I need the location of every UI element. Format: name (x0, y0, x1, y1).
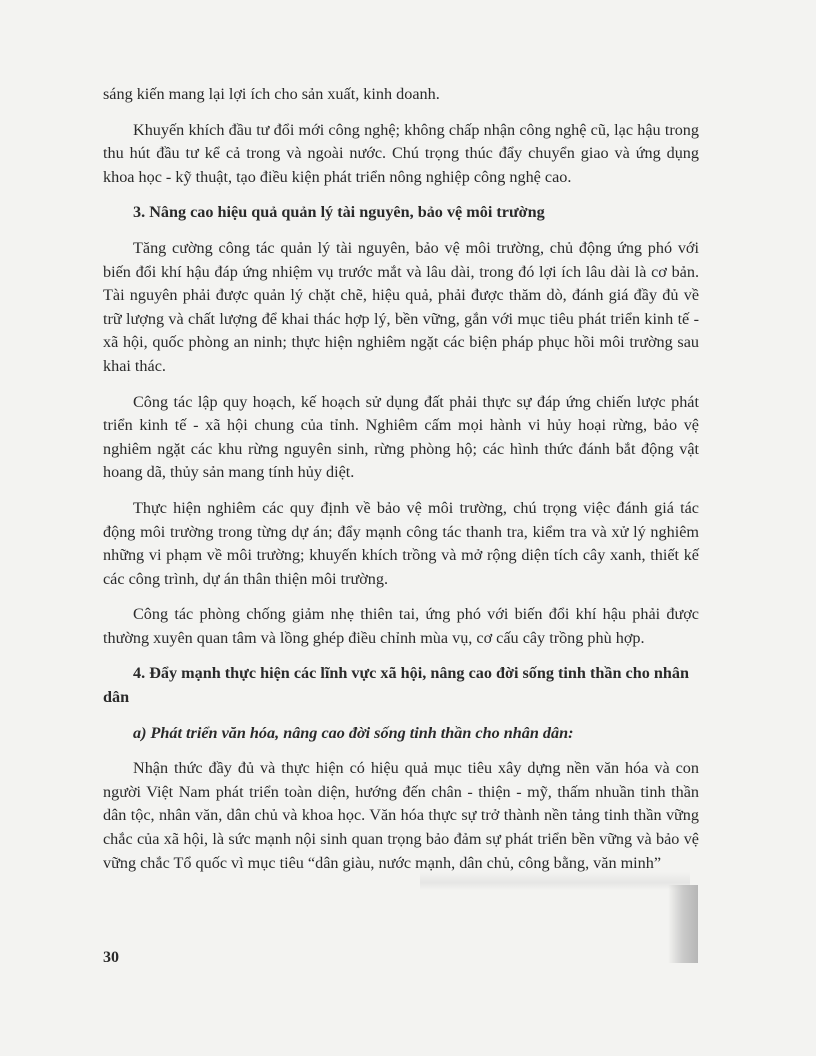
scan-shadow-edge (668, 885, 698, 963)
paragraph-continuation: sáng kiến mang lại lợi ích cho sản xuất, kinh doanh. (103, 85, 440, 103)
paragraph-culture-development: Nhận thức đầy đủ và thực hiện có hiệu quả mục tiêu xây dựng nền văn hóa và con người Việt Nam phát triển toàn diện, hướng đến chân - thiện - mỹ, thấm nhuần tinh thần dân tộc, nhân văn, dân chủ và khoa học. Văn hóa thực sự trở thành nền tảng tinh thần vững chắc của xã hội, là sức mạnh nội sinh quan trọng bảo đảm sự phát triển bền vững và bảo vệ vững chắc Tổ quốc vì mục tiêu “dân giàu, nước mạnh, dân chủ, công bằng, văn minh” (103, 759, 699, 872)
paragraph-environment-protection: Thực hiện nghiêm các quy định về bảo vệ môi trường, chú trọng việc đánh giá tác động môi trường trong từng dự án; đẩy mạnh công tác thanh tra, kiểm tra và xử lý nghiêm những vi phạm về môi trường; khuyến khích trồng và mở rộng diện tích cây xanh, thiết kế các công trình, dự án thân thiện môi trường. (103, 498, 699, 588)
paragraph-land-planning: Công tác lập quy hoạch, kế hoạch sử dụng đất phải thực sự đáp ứng chiến lược phát triển kinh tế - xã hội chung của tỉnh. Nghiêm cấm mọi hành vi hủy hoại rừng, bảo vệ nghiêm ngặt các khu rừng nguyên sinh, rừng phòng hộ; các hình thức đánh bắt động vật hoang dã, thủy sản mang tính hủy diệt. (103, 392, 699, 482)
section-heading-4: 4. Đẩy mạnh thực hiện các lĩnh vực xã hội, nâng cao đời sống tinh thần cho nhân dân (103, 664, 689, 707)
paragraph-disaster-prevention: Công tác phòng chống giảm nhẹ thiên tai, ứng phó với biến đổi khí hậu phải được thường xuyên quan tâm và lồng ghép điều chỉnh mùa vụ, cơ cấu cây trồng phù hợp. (103, 605, 699, 647)
scan-shadow-band (420, 872, 690, 890)
section-heading-3: 3. Nâng cao hiệu quả quản lý tài nguyên, bảo vệ môi trường (133, 203, 545, 222)
page-content (103, 83, 699, 887)
page-number: 30 (103, 949, 119, 966)
paragraph-resource-management: Tăng cường công tác quản lý tài nguyên, bảo vệ môi trường, chủ động ứng phó với biến đổi khí hậu đáp ứng nhiệm vụ trước mắt và lâu dài, trong đó lợi ích lâu dài là cơ bản. Tài nguyên phải được quản lý chặt chẽ, hiệu quả, phải được thăm dò, đánh giá đầy đủ về trữ lượng và chất lượng để khai thác hợp lý, bền vững, gắn với mục tiêu phát triển kinh tế - xã hội, quốc phòng an ninh; thực hiện nghiêm ngặt các biện pháp phục hồi môi trường sau khai thác. (103, 238, 699, 375)
paragraph-technology-investment: Khuyến khích đầu tư đổi mới công nghệ; không chấp nhận công nghệ cũ, lạc hậu trong thu hút đầu tư kể cả trong và ngoài nước. Chú trọng thúc đẩy chuyển giao và ứng dụng khoa học - kỹ thuật, tạo điều kiện phát triển nông nghiệp công nghệ cao. (103, 120, 699, 186)
subsection-heading-a: a) Phát triển văn hóa, nâng cao đời sống tinh thần cho nhân dân: (133, 723, 574, 742)
